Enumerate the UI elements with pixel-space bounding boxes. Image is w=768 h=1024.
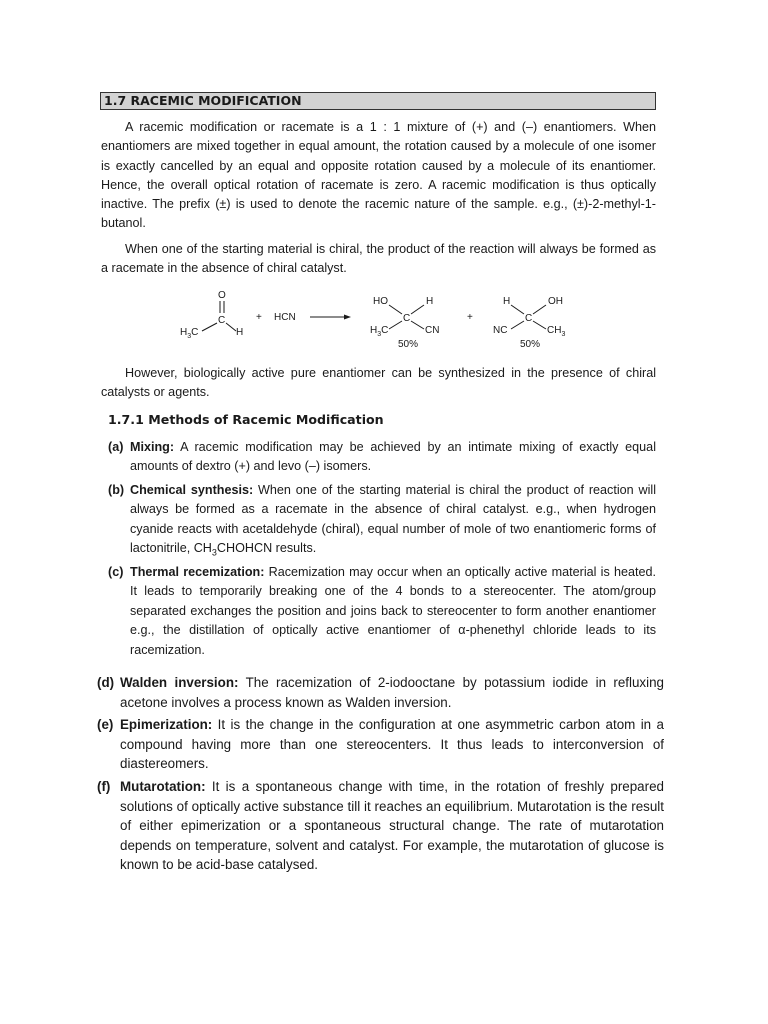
item-term: Epimerization:	[120, 717, 213, 732]
item-text: Racemization may occur when an optically active material is heated. It leads to temporarily breaking one of the 4 bonds to a stereocenter. The atom/group separated exchanges the position and joins back to stereocenter to form another enantiomer e.g., the distillation of optically active enantiomer of α-phenethyl chloride leads to its racemization.	[130, 565, 656, 657]
item-term: Mixing:	[130, 440, 175, 454]
item-text-end: CHOHCN results.	[216, 541, 317, 556]
item-term: Thermal recemization:	[130, 565, 265, 579]
paragraph-chiral-starting-material: When one of the starting material is chiral, the product of the reaction will always be formed as a racemate in the absence of chiral catalyst.	[101, 242, 656, 276]
item-text: When one of the starting material is chiral the product of reaction will always be formed as a racemate in the absence of chiral catalyst. e.g., when hydrogen cyanide reacts with acetaldehyde (chiral), equal number of mole of two enantiomeric forms of lactonitrile, CH	[130, 483, 656, 556]
plus-sign: +	[467, 312, 473, 323]
atom-h: H	[426, 296, 434, 307]
group-nc: NC	[493, 325, 508, 336]
item-term: Chemical synthesis:	[130, 483, 254, 497]
subsection-heading: 1.7.1 Methods of Racemic Modification	[108, 412, 384, 427]
group-ch3: $CH_3$	[547, 325, 566, 338]
list-item-mixing	[108, 438, 656, 477]
item-term: Walden inversion:	[120, 675, 239, 690]
atom-o: O	[218, 290, 226, 301]
yield-percent: 50%	[520, 339, 541, 350]
item-label: (c)	[108, 565, 124, 579]
item-term: Mutarotation:	[120, 779, 206, 794]
item-text: The racemization of 2-iodooctane by potassium iodide in refluxing acetone involves a process known as Walden inversion.	[120, 675, 664, 710]
atom-c: C	[403, 313, 411, 324]
item-subscript: 3	[211, 547, 217, 558]
item-label: (f)	[97, 779, 111, 794]
yield-percent: 50%	[398, 339, 419, 350]
list-item-mutarotation	[97, 777, 664, 875]
list-item-chemical-synthesis	[108, 481, 656, 563]
atom-h: H	[503, 296, 511, 307]
group-h3c: $H_3C$	[370, 325, 389, 338]
reagent-hcn: HCN	[274, 312, 296, 323]
list-item-walden-inversion	[97, 673, 664, 712]
paragraph-racemate-definition: A racemic modification or racemate is a 1 : 1 mixture of (+) and (–) enantiomers. When enantiomers are mixed together in equal amount, the rotation caused by a molecule of one isomer is exactly cancelled by an equal and opposite rotation caused by a molecule of its enantiomer. Hence, the overall optical rotation of racemate is zero. A racemic modification is thus optically inactive. The prefix (±) is used to denote the racemic nature of the sample. e.g., (±)-2-methyl-1-butanol.	[101, 120, 656, 231]
item-label: (d)	[97, 675, 115, 690]
item-text: It is the change in the configuration at one asymmetric carbon atom in a compound having more than one stereocenters. It thus leads to interconversion of diastereomers.	[120, 717, 664, 772]
section-heading: 1.7 RACEMIC MODIFICATION	[100, 92, 656, 110]
group-ho: HO	[373, 296, 388, 307]
list-item-epimerization	[97, 715, 664, 774]
reaction-scheme	[160, 284, 590, 354]
group-h3c: $H_3C$	[180, 327, 199, 340]
group-oh: OH	[548, 296, 563, 307]
item-label: (a)	[108, 440, 124, 454]
item-text: It is a spontaneous change with time, in the rotation of freshly prepared solutions of optically active substance till it reaches an equilibrium. Mutarotation is the result of either epimerization or a spontaneous structural change. The rate of mutarotation depends on temperature, solvent and catalyst. For example, the mutarotation of glucose is known to be acid-base catalysed.	[120, 779, 664, 873]
item-text: A racemic modification may be achieved by an intimate mixing of exactly equal amounts of dextro (+) and levo (–) isomers.	[130, 440, 656, 474]
list-item-thermal-racemization	[108, 563, 656, 660]
plus-sign: +	[256, 312, 262, 323]
group-cn: CN	[425, 325, 440, 336]
atom-c: C	[525, 313, 533, 324]
atom-c: C	[218, 315, 226, 326]
item-label: (e)	[97, 717, 114, 732]
paragraph-biologically-active: However, biologically active pure enantiomer can be synthesized in the presence of chiral catalysts or agents.	[101, 366, 656, 400]
item-label: (b)	[108, 483, 125, 497]
atom-h: H	[236, 327, 244, 338]
